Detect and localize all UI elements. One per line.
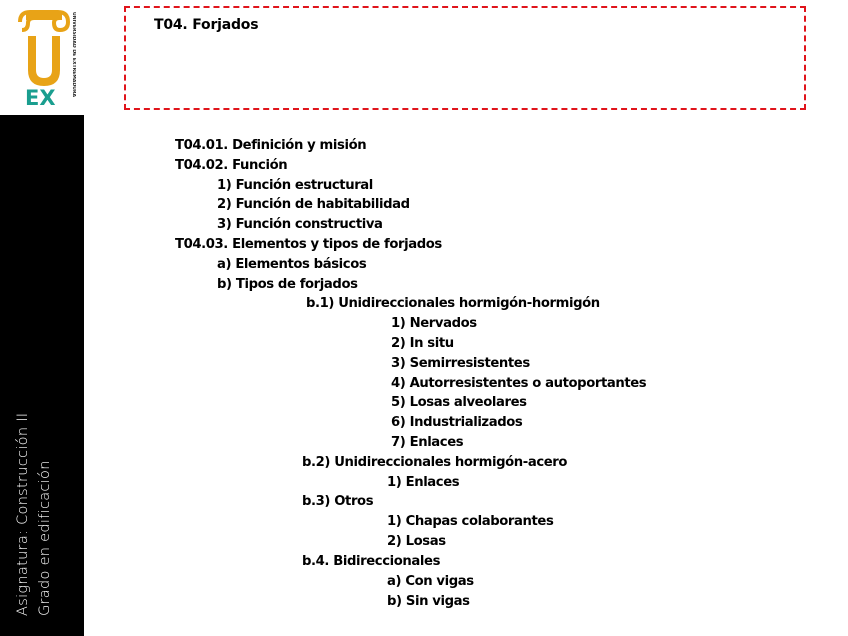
uex-logo-icon [18,8,76,108]
page-title: T04. Forjados [154,17,259,33]
outline-item: 1) Chapas colaborantes [387,514,554,529]
outline-item: b.2) Unidireccionales hormigón-acero [302,455,568,470]
outline-item: 3) Semirresistentes [391,356,530,371]
outline-item: b) Tipos de forjados [217,277,358,292]
outline-item: 6) Industrializados [391,415,523,430]
outline-item: 1) Nervados [391,316,477,331]
sidebar-course-name: Asignatura: Construcción II [15,412,31,616]
outline-item: 2) In situ [391,336,454,351]
outline-item: b.1) Unidireccionales hormigón-hormigón [306,296,600,311]
sidebar-degree-name: Grado en edificación [37,460,53,616]
outline-item: T04.01. Definición y misión [175,138,367,153]
outline-item: 7) Enlaces [391,435,464,450]
outline-item: 1) Enlaces [387,475,460,490]
outline-item: a) Elementos básicos [217,257,367,272]
outline-item: 5) Losas alveolares [391,395,527,410]
sidebar-course-info [12,396,72,616]
outline-item: b.3) Otros [302,494,374,509]
outline-item: 2) Losas [387,534,446,549]
logo-letters: EX [25,86,56,108]
outline-item: 1) Función estructural [217,178,373,193]
logo-university-text: UNIVERSIDAD DE EXTREMADURA [71,12,76,98]
outline-item: a) Con vigas [387,574,474,589]
logo-area [0,0,84,115]
outline-item: T04.03. Elementos y tipos de forjados [175,237,442,252]
title-box [124,6,806,110]
outline-item: b) Sin vigas [387,594,470,609]
sidebar [0,115,84,636]
outline-item: b.4. Bidireccionales [302,554,441,569]
outline-item: 3) Función constructiva [217,217,383,232]
outline-item: 4) Autorresistentes o autoportantes [391,376,647,391]
outline-item: T04.02. Función [175,158,288,173]
outline-item: 2) Función de habitabilidad [217,197,410,212]
